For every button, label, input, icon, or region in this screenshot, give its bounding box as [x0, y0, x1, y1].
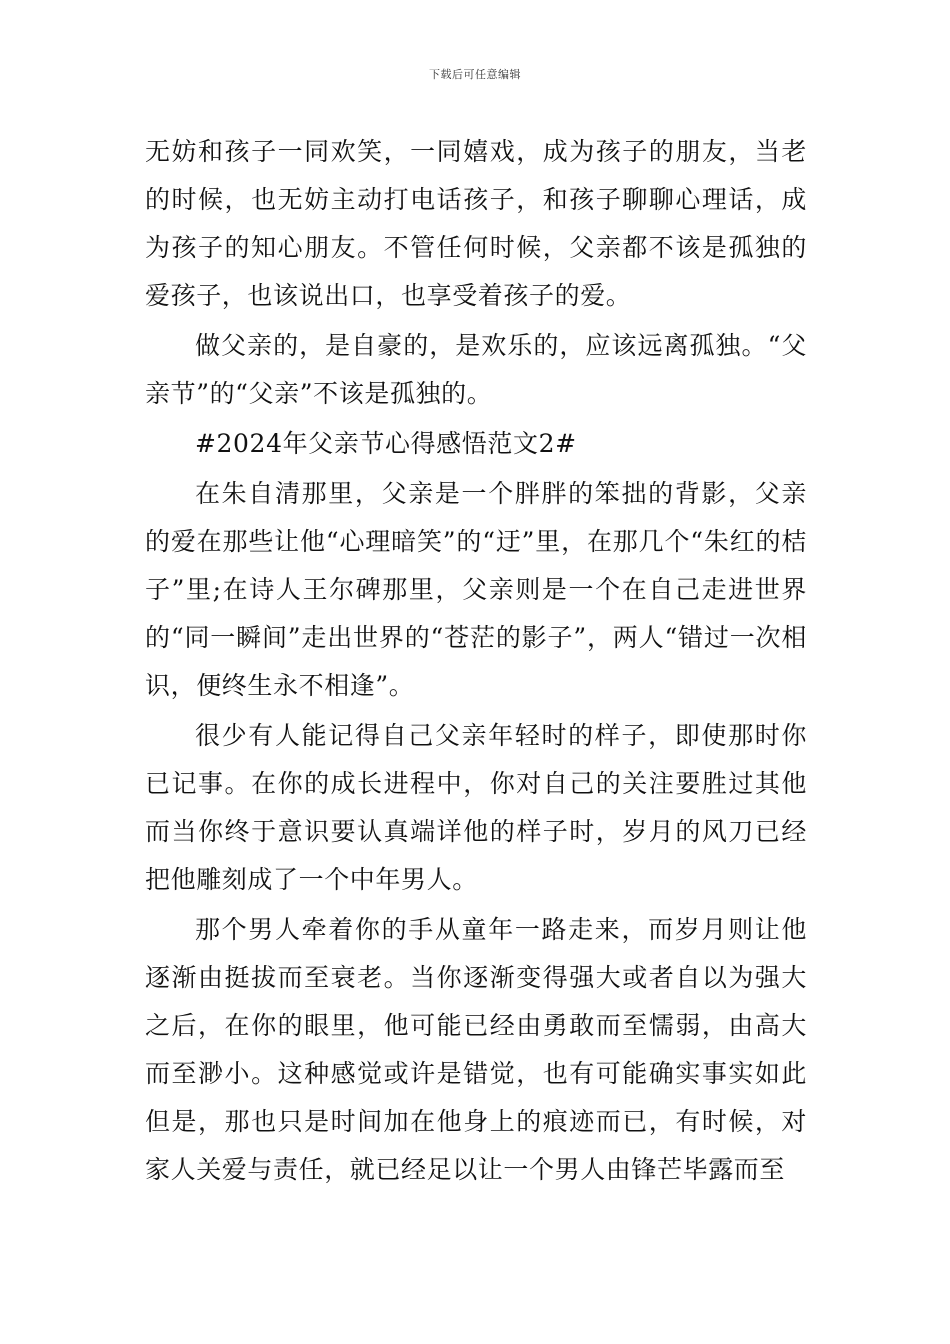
paragraph-4: 很少有人能记得自己父亲年轻时的样子，即使那时你已记事。在你的成长进程中，你对自己的关注要胜过其他而当你终于意识要认真端详他的样子时，岁月的风刀已经把他雕刻成了一个中年男人。	[145, 721, 807, 894]
paragraph-1: 无妨和孩子一同欢笑，一同嬉戏，成为孩子的朋友，当老的时候，也无妨主动打电话孩子，和孩子聊聊心理话，成为孩子的知心朋友。不管任何时候，父亲都不该是孤独的爱孩子，也该说出口，也享受着孩子的爱。	[145, 137, 807, 310]
paragraph-3: 在朱自清那里，父亲是一个胖胖的笨拙的背影，父亲的爱在那些让他“心理暗笑”的“迂”里，在那几个“朱红的桔子”里;在诗人王尔碑那里，父亲则是一个在自己走进世界的“同一瞬间”走出世界的“苍茫的影子”，两人“错过一次相识，便终生永不相逢”。	[145, 479, 807, 700]
paragraph-5: 那个男人牵着你的手从童年一路走来，而岁月则让他逐渐由挺拔而至衰老。当你逐渐变得强大或者自以为强大之后，在你的眼里，他可能已经由勇敢而至懦弱，由高大而至渺小。这种感觉或许是错觉，也有可能确实事实如此但是，那也只是时间加在他身上的痕迹而已，有时候，对家人关爱与责任，就已经足以让一个男人由锋芒毕露而至	[145, 915, 807, 1184]
document-body	[145, 128, 807, 1194]
section-heading: #2024年父亲节心得感悟范文2#	[195, 429, 577, 458]
paragraph-2: 做父亲的，是自豪的，是欢乐的，应该远离孤独。“父亲节”的“父亲”不该是孤独的。	[145, 331, 807, 408]
page-header: 下载后可任意编辑	[429, 68, 521, 81]
